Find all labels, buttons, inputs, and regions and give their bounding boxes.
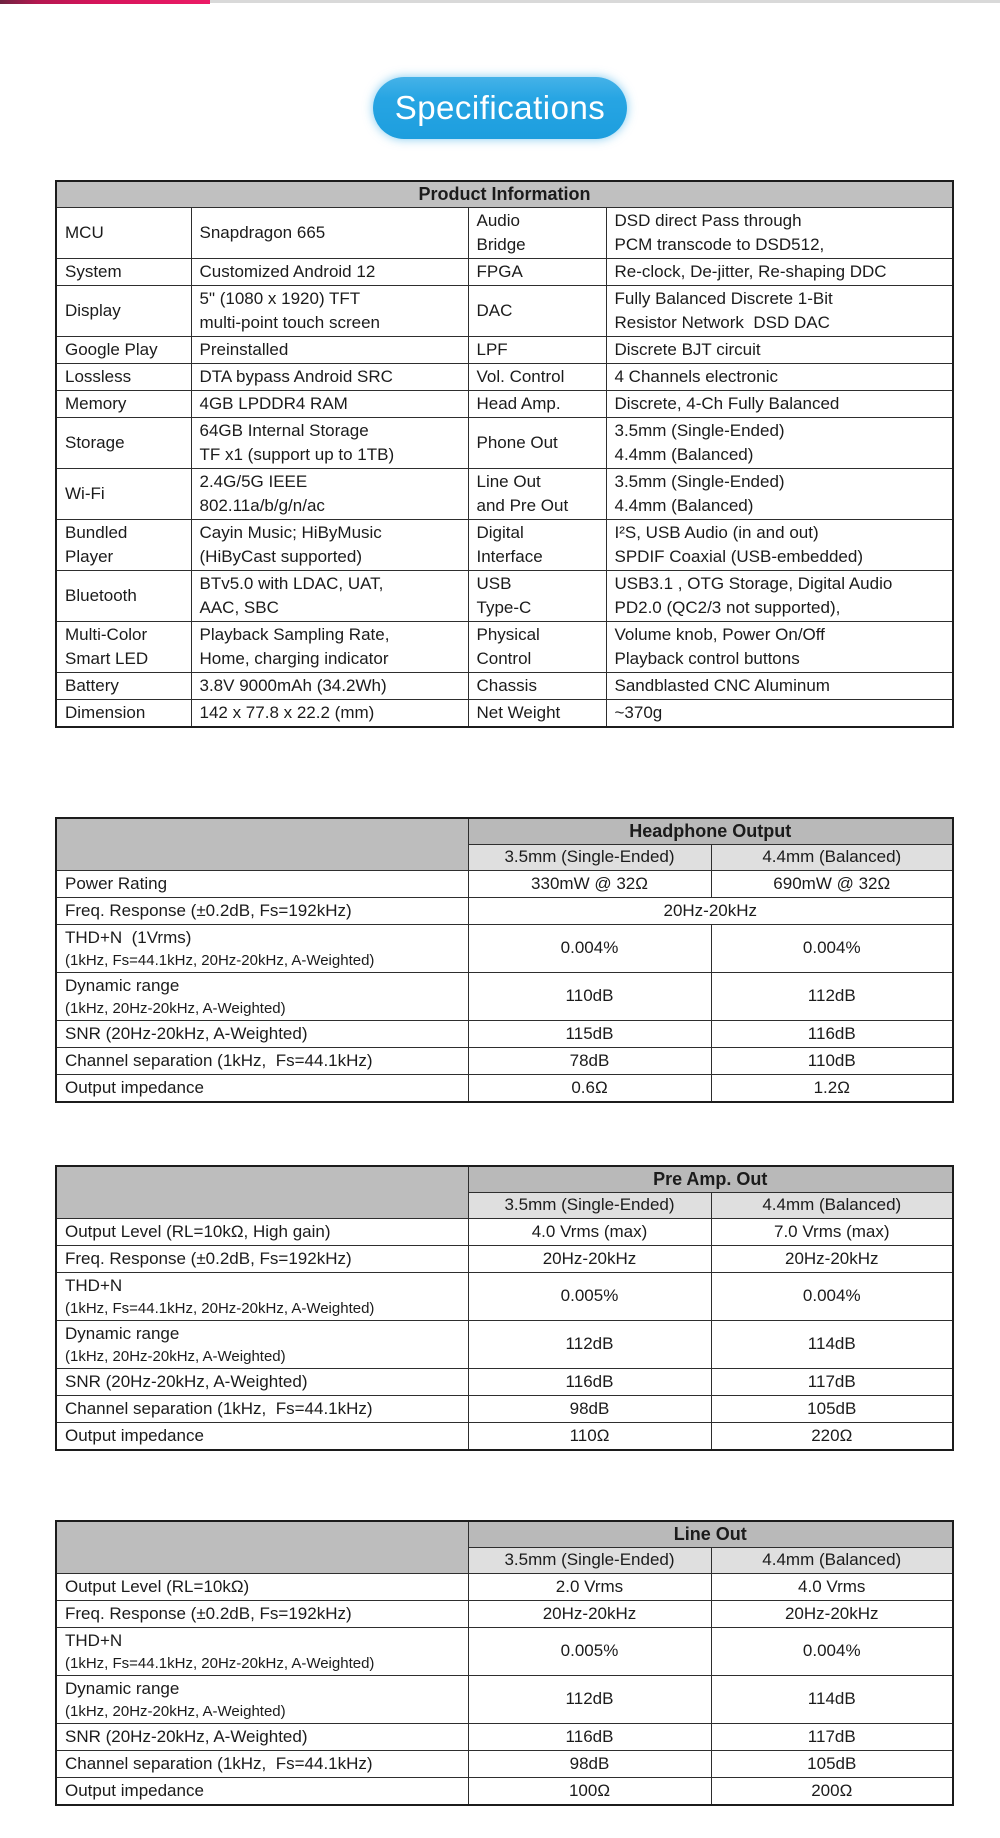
cell-line: DAC: [476, 300, 513, 320]
product-label: [468, 519, 606, 570]
product-value: [191, 336, 468, 363]
line-out-table: [55, 1520, 954, 1806]
spec-label-text: Power Rating: [65, 873, 168, 893]
product-value: [606, 672, 953, 699]
spec-label-text: Dynamic range: [65, 1678, 180, 1698]
spec-label: [56, 924, 468, 972]
product-value: [606, 699, 953, 727]
product-label: [56, 519, 191, 570]
spec-value: 116dB: [468, 1723, 711, 1750]
cell-line: SPDIF Coaxial (USB-embedded): [614, 546, 863, 566]
product-row: [56, 621, 953, 672]
spec-row: [56, 1723, 953, 1750]
product-label: [468, 336, 606, 363]
spec-label: [56, 1600, 468, 1627]
cell-line: Re-clock, De-jitter, Re-shaping DDC: [614, 261, 887, 281]
product-row: [56, 336, 953, 363]
spec-row: [56, 1395, 953, 1422]
spec-label-text: THD+N: [65, 1275, 123, 1295]
cell-line: DSD direct Pass through: [614, 210, 802, 230]
product-row: [56, 285, 953, 336]
product-value: [191, 570, 468, 621]
cell-line: BTv5.0 with LDAC, UAT,: [199, 573, 384, 593]
cell-line: MCU: [65, 222, 104, 242]
spec-label-text: Freq. Response (±0.2dB, Fs=192kHz): [65, 900, 352, 920]
product-label: [56, 363, 191, 390]
headphone-output-table: [55, 817, 954, 1103]
spec-label-text: Channel separation (1kHz, Fs=44.1kHz): [65, 1050, 373, 1070]
spec-label-text: Freq. Response (±0.2dB, Fs=192kHz): [65, 1248, 352, 1268]
spec-row: [56, 1218, 953, 1245]
product-label: [56, 672, 191, 699]
spec-row: [56, 870, 953, 897]
cell-line: (HiByCast supported): [199, 546, 363, 566]
cell-line: multi-point touch screen: [199, 312, 380, 332]
spec-label: [56, 1245, 468, 1272]
spec-value: 20Hz-20kHz: [711, 1600, 953, 1627]
cell-line: Smart LED: [65, 648, 149, 668]
cell-line: DTA bypass Android SRC: [199, 366, 393, 386]
product-label: [468, 672, 606, 699]
spec-label: [56, 1020, 468, 1047]
spec-label-text: Output impedance: [65, 1780, 204, 1800]
cell-line: Type-C: [476, 597, 532, 617]
product-label: [56, 468, 191, 519]
spec-value: 114dB: [711, 1675, 953, 1723]
line-out-title-row: [56, 1521, 953, 1547]
spec-value: 105dB: [711, 1750, 953, 1777]
spec-value: 4.0 Vrms: [711, 1573, 953, 1600]
product-row: [56, 258, 953, 285]
cell-line: and Pre Out: [476, 495, 569, 515]
product-label: [468, 258, 606, 285]
product-row: [56, 363, 953, 390]
product-label: [56, 207, 191, 258]
spec-label: [56, 1573, 468, 1600]
product-value: [191, 519, 468, 570]
spec-row: [56, 1573, 953, 1600]
product-label: [56, 417, 191, 468]
cell-line: Cayin Music; HiByMusic: [199, 522, 382, 542]
cell-line: Fully Balanced Discrete 1-Bit: [614, 288, 833, 308]
product-value: [606, 285, 953, 336]
cell-line: 3.8V 9000mAh (34.2Wh): [199, 675, 387, 695]
product-row: [56, 699, 953, 727]
spec-value: 114dB: [711, 1320, 953, 1368]
cell-line: 2.4G/5G IEEE: [199, 471, 308, 491]
spec-label: [56, 1395, 468, 1422]
spec-label-text: Channel separation (1kHz, Fs=44.1kHz): [65, 1398, 373, 1418]
column-header-balanced: 4.4mm (Balanced): [711, 1192, 953, 1218]
product-label: [468, 363, 606, 390]
spec-row: [56, 1627, 953, 1675]
spec-value: 220Ω: [711, 1422, 953, 1450]
spec-row: [56, 1600, 953, 1627]
spec-label: [56, 1320, 468, 1368]
spec-value: 115dB: [468, 1020, 711, 1047]
spec-row: [56, 1675, 953, 1723]
cell-line: Google Play: [65, 339, 158, 359]
spec-value: 78dB: [468, 1047, 711, 1074]
product-value: [191, 699, 468, 727]
spec-label-note: (1kHz, 20Hz-20kHz, A-Weighted): [65, 1347, 286, 1365]
spec-value: 2.0 Vrms: [468, 1573, 711, 1600]
product-value: [606, 336, 953, 363]
cell-line: 4.4mm (Balanced): [614, 444, 754, 464]
spec-label: [56, 1627, 468, 1675]
spec-row: [56, 924, 953, 972]
spec-value: 105dB: [711, 1395, 953, 1422]
spec-label-text: THD+N: [65, 1630, 123, 1650]
spec-value: 112dB: [468, 1675, 711, 1723]
spec-value: 1.2Ω: [711, 1074, 953, 1102]
product-label: [468, 285, 606, 336]
spec-row: [56, 1245, 953, 1272]
cell-line: Storage: [65, 432, 125, 452]
product-value: [606, 363, 953, 390]
spec-value: 116dB: [468, 1368, 711, 1395]
cell-line: Battery: [65, 675, 119, 695]
cell-line: Phone Out: [476, 432, 558, 452]
product-value: [191, 363, 468, 390]
product-value: [606, 468, 953, 519]
product-label: [468, 390, 606, 417]
product-value: [191, 285, 468, 336]
headphone-output-corner-cell: [56, 818, 468, 870]
cell-line: 5" (1080 x 1920) TFT: [199, 288, 361, 308]
product-label: [56, 570, 191, 621]
cell-line: 142 x 77.8 x 22.2 (mm): [199, 702, 375, 722]
product-value: [191, 258, 468, 285]
spec-row: [56, 972, 953, 1020]
spec-value: 0.004%: [711, 1627, 953, 1675]
spec-value: 98dB: [468, 1750, 711, 1777]
spec-label: [56, 1675, 468, 1723]
specifications-badge-label: Specifications: [394, 89, 606, 126]
spec-row: [56, 1368, 953, 1395]
spec-label: [56, 1047, 468, 1074]
line-out-title: Line Out: [468, 1521, 953, 1547]
spec-value: 330mW @ 32Ω: [468, 870, 711, 897]
spec-value: 20Hz-20kHz: [468, 1600, 711, 1627]
cell-line: LPF: [476, 339, 508, 359]
spec-value: 117dB: [711, 1723, 953, 1750]
product-label: [468, 468, 606, 519]
product-value: [606, 258, 953, 285]
spec-value: 690mW @ 32Ω: [711, 870, 953, 897]
product-table-header-row: [56, 181, 953, 207]
cell-line: USB3.1 , OTG Storage, Digital Audio: [614, 573, 893, 593]
spec-row: [56, 1320, 953, 1368]
product-table-title: Product Information: [56, 181, 953, 207]
spec-value: 100Ω: [468, 1777, 711, 1805]
cell-line: 4GB LPDDR4 RAM: [199, 393, 348, 413]
spec-value: 110dB: [468, 972, 711, 1020]
spec-label-text: Channel separation (1kHz, Fs=44.1kHz): [65, 1753, 373, 1773]
spec-value: 20Hz-20kHz: [711, 1245, 953, 1272]
spec-row: [56, 1272, 953, 1320]
spec-value: 20Hz-20kHz: [468, 897, 953, 924]
cell-line: PD2.0 (QC2/3 not supported),: [614, 597, 841, 617]
spec-value: 0.6Ω: [468, 1074, 711, 1102]
cell-line: FPGA: [476, 261, 523, 281]
spec-label-note: (1kHz, 20Hz-20kHz, A-Weighted): [65, 999, 286, 1017]
cell-line: 802.11a/b/g/n/ac: [199, 495, 325, 515]
spec-row: [56, 1047, 953, 1074]
spec-value: 110dB: [711, 1047, 953, 1074]
cell-line: Multi-Color: [65, 624, 148, 644]
product-row: [56, 390, 953, 417]
cell-line: Home, charging indicator: [199, 648, 389, 668]
specifications-badge: [373, 77, 627, 139]
spec-row: [56, 1750, 953, 1777]
spec-label: [56, 972, 468, 1020]
cell-line: Customized Android 12: [199, 261, 376, 281]
column-header-single-ended: 3.5mm (Single-Ended): [468, 844, 711, 870]
spec-label-note: (1kHz, Fs=44.1kHz, 20Hz-20kHz, A-Weighted): [65, 1299, 375, 1317]
cell-line: 4 Channels electronic: [614, 366, 778, 386]
spec-label-text: THD+N (1Vrms): [65, 927, 192, 947]
spec-label-text: SNR (20Hz-20kHz, A-Weighted): [65, 1371, 308, 1391]
spec-label: [56, 1723, 468, 1750]
product-label: [56, 699, 191, 727]
column-header-single-ended: 3.5mm (Single-Ended): [468, 1547, 711, 1573]
cell-line: Dimension: [65, 702, 146, 722]
spec-row: [56, 1422, 953, 1450]
product-value: [606, 207, 953, 258]
column-header-balanced: 4.4mm (Balanced): [711, 844, 953, 870]
product-value: [191, 621, 468, 672]
cell-line: Bundled: [65, 522, 128, 542]
product-label: [56, 621, 191, 672]
product-row: [56, 468, 953, 519]
cell-line: Playback control buttons: [614, 648, 800, 668]
cell-line: Wi-Fi: [65, 483, 105, 503]
spec-row: [56, 1777, 953, 1805]
spec-value: 0.004%: [468, 924, 711, 972]
spec-label: [56, 1422, 468, 1450]
product-label: [56, 285, 191, 336]
spec-label-text: SNR (20Hz-20kHz, A-Weighted): [65, 1023, 308, 1043]
cell-line: Digital: [476, 522, 524, 542]
product-row: [56, 417, 953, 468]
pre-amp-out-title: Pre Amp. Out: [468, 1166, 953, 1192]
spec-label: [56, 1777, 468, 1805]
product-row: [56, 519, 953, 570]
cell-line: 64GB Internal Storage: [199, 420, 369, 440]
product-row: [56, 570, 953, 621]
cell-line: Net Weight: [476, 702, 561, 722]
spec-value: 116dB: [711, 1020, 953, 1047]
spec-value: 112dB: [711, 972, 953, 1020]
cell-line: Bridge: [476, 234, 526, 254]
cell-line: Audio: [476, 210, 520, 230]
product-value: [606, 621, 953, 672]
spec-value: 200Ω: [711, 1777, 953, 1805]
pre-amp-out-title-row: [56, 1166, 953, 1192]
spec-label: [56, 897, 468, 924]
spec-value: 98dB: [468, 1395, 711, 1422]
product-value: [606, 570, 953, 621]
product-value: [191, 417, 468, 468]
spec-value: 110Ω: [468, 1422, 711, 1450]
cell-line: Playback Sampling Rate,: [199, 624, 390, 644]
pre-amp-out-corner-cell: [56, 1166, 468, 1218]
product-value: [606, 519, 953, 570]
cell-line: AAC, SBC: [199, 597, 279, 617]
product-row: [56, 672, 953, 699]
cell-line: System: [65, 261, 122, 281]
cell-line: I²S, USB Audio (in and out): [614, 522, 819, 542]
cell-line: Lossless: [65, 366, 132, 386]
spec-label: [56, 1218, 468, 1245]
spec-row: [56, 1074, 953, 1102]
cell-line: Resistor Network DSD DAC: [614, 312, 830, 332]
product-value: [191, 390, 468, 417]
cell-line: PCM transcode to DSD512,: [614, 234, 825, 254]
spec-value: 20Hz-20kHz: [468, 1245, 711, 1272]
product-value: [191, 468, 468, 519]
product-label: [468, 207, 606, 258]
product-value: [606, 390, 953, 417]
product-label: [56, 258, 191, 285]
product-label: [468, 570, 606, 621]
top-accent-bar-pink: [0, 0, 210, 4]
headphone-output-title: Headphone Output: [468, 818, 953, 844]
column-header-single-ended: 3.5mm (Single-Ended): [468, 1192, 711, 1218]
product-label: [56, 390, 191, 417]
cell-line: 3.5mm (Single-Ended): [614, 420, 785, 440]
spec-label-text: Output Level (RL=10kΩ): [65, 1576, 250, 1596]
product-value: [606, 417, 953, 468]
product-information-table: [55, 180, 954, 728]
pre-amp-out-table: [55, 1165, 954, 1451]
cell-line: TF x1 (support up to 1TB): [199, 444, 395, 464]
spec-label-text: Dynamic range: [65, 975, 180, 995]
cell-line: Discrete, 4-Ch Fully Balanced: [614, 393, 840, 413]
cell-line: Player: [65, 546, 114, 566]
spec-label-note: (1kHz, 20Hz-20kHz, A-Weighted): [65, 1702, 286, 1720]
cell-line: Interface: [476, 546, 543, 566]
spec-value: 117dB: [711, 1368, 953, 1395]
cell-line: Control: [476, 648, 532, 668]
cell-line: Snapdragon 665: [199, 222, 326, 242]
spec-value: 0.005%: [468, 1272, 711, 1320]
product-label: [468, 417, 606, 468]
cell-line: Vol. Control: [476, 366, 565, 386]
spec-label-text: SNR (20Hz-20kHz, A-Weighted): [65, 1726, 308, 1746]
spec-value: 0.005%: [468, 1627, 711, 1675]
spec-value: 7.0 Vrms (max): [711, 1218, 953, 1245]
cell-line: USB: [476, 573, 512, 593]
cell-line: Line Out: [476, 471, 541, 491]
line-out-corner-cell: [56, 1521, 468, 1573]
product-label: [56, 336, 191, 363]
spec-label: [56, 870, 468, 897]
spec-label-text: Output Level (RL=10kΩ, High gain): [65, 1221, 331, 1241]
cell-line: 4.4mm (Balanced): [614, 495, 754, 515]
spec-label-text: Output impedance: [65, 1425, 204, 1445]
spec-label-note: (1kHz, Fs=44.1kHz, 20Hz-20kHz, A-Weighted): [65, 1654, 375, 1672]
spec-label-text: Output impedance: [65, 1077, 204, 1097]
spec-label-text: Freq. Response (±0.2dB, Fs=192kHz): [65, 1603, 352, 1623]
column-header-balanced: 4.4mm (Balanced): [711, 1547, 953, 1573]
cell-line: Memory: [65, 393, 127, 413]
spec-label: [56, 1074, 468, 1102]
spec-value: 4.0 Vrms (max): [468, 1218, 711, 1245]
cell-line: Chassis: [476, 675, 537, 695]
product-label: [468, 699, 606, 727]
spec-row: [56, 897, 953, 924]
spec-label-note: (1kHz, Fs=44.1kHz, 20Hz-20kHz, A-Weighted): [65, 951, 375, 969]
spec-label: [56, 1750, 468, 1777]
spec-label: [56, 1272, 468, 1320]
product-value: [191, 207, 468, 258]
spec-value: 0.004%: [711, 1272, 953, 1320]
spec-value: 0.004%: [711, 924, 953, 972]
spec-row: [56, 1020, 953, 1047]
cell-line: Bluetooth: [65, 585, 137, 605]
spec-label: [56, 1368, 468, 1395]
cell-line: Physical: [476, 624, 540, 644]
headphone-output-title-row: [56, 818, 953, 844]
spec-label-text: Dynamic range: [65, 1323, 180, 1343]
cell-line: Volume knob, Power On/Off: [614, 624, 825, 644]
cell-line: Head Amp.: [476, 393, 561, 413]
product-row: [56, 207, 953, 258]
cell-line: Discrete BJT circuit: [614, 339, 761, 359]
cell-line: Display: [65, 300, 121, 320]
product-label: [468, 621, 606, 672]
cell-line: Sandblasted CNC Aluminum: [614, 675, 830, 695]
product-value: [191, 672, 468, 699]
spec-value: 112dB: [468, 1320, 711, 1368]
cell-line: ~370g: [614, 702, 663, 722]
cell-line: 3.5mm (Single-Ended): [614, 471, 785, 491]
top-accent-bar-gray: [210, 0, 1000, 3]
cell-line: Preinstalled: [199, 339, 289, 359]
